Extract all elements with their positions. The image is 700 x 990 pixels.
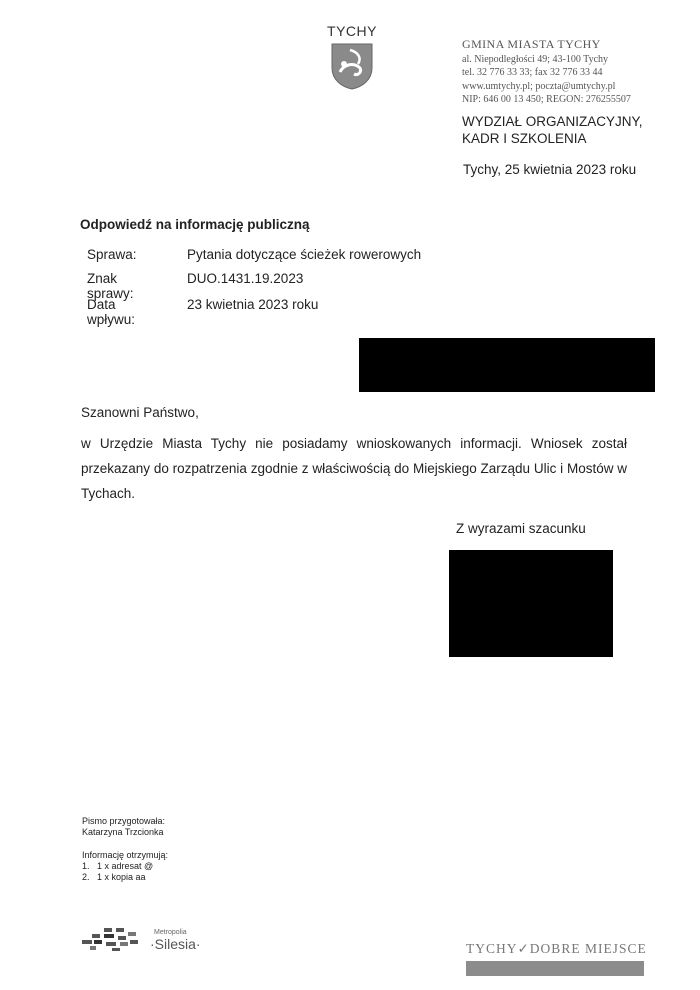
footer-slogan: TYCHY✓DOBRE MIEJSCE	[466, 941, 647, 956]
subject-row-label: Data wpływu:	[87, 297, 136, 327]
subject-row-value: Pytania dotyczące ścieżek rowerowych	[187, 247, 422, 262]
logo-title: TYCHY	[327, 23, 377, 39]
recipient-item: 2. 1 x kopia aa	[82, 872, 146, 882]
address-line: al. Niepodległości 49; 43-100 Tychy	[462, 53, 609, 65]
prepared-by	[82, 816, 165, 838]
recipient-item: 1. 1 x adresat @	[82, 861, 154, 871]
metropolia-small-text: Metropolia	[154, 929, 187, 936]
recipients-list	[82, 850, 168, 883]
salutation: Szanowni Państwo,	[81, 405, 199, 420]
redacted-signature-block	[449, 550, 613, 657]
subject-row-value: 23 kwietnia 2023 roku	[187, 297, 319, 312]
subject-row-value: DUO.1431.19.2023	[187, 271, 304, 286]
institution-name: GMINA MIASTA TYCHY	[462, 37, 601, 51]
address-block	[462, 38, 631, 107]
department-line: KADR I SZKOLENIA	[462, 131, 587, 146]
subject-row-label: Sprawa:	[87, 247, 137, 262]
city-crest-icon	[330, 42, 374, 90]
metropolia-logo-icon	[80, 926, 146, 952]
prepared-by-label: Pismo przygotowała:	[82, 816, 166, 826]
department	[462, 113, 643, 147]
address-line: www.umtychy.pl; poczta@umtychy.pl	[462, 80, 616, 92]
redacted-recipient-block	[359, 338, 655, 392]
footer-bar	[466, 961, 644, 976]
letter-date: Tychy, 25 kwietnia 2023 roku	[463, 162, 637, 177]
address-line: tel. 32 776 33 33; fax 32 776 33 44	[462, 67, 603, 78]
subject-row-label: Znak sprawy:	[87, 271, 134, 301]
metropolia-big-text: ·Silesia·	[150, 936, 201, 952]
body-paragraph: w Urzędzie Miasta Tychy nie posiadamy wnioskowanych informacji. Wniosek został przekazany do rozpatrzenia zgodnie z właściwością do Miejskiego Zarządu Ulic i Mostów w Tychach.	[81, 436, 627, 501]
department-line: WYDZIAŁ ORGANIZACYJNY,	[462, 114, 643, 129]
prepared-by-name: Katarzyna Trzcionka	[82, 827, 164, 837]
address-line: NIP: 646 00 13 450; REGON: 276255507	[462, 94, 631, 105]
closing: Z wyrazami szacunku	[456, 521, 586, 536]
letter-subject-title: Odpowiedź na informację publiczną	[80, 217, 310, 232]
recipients-label: Informację otrzymują:	[82, 850, 169, 860]
